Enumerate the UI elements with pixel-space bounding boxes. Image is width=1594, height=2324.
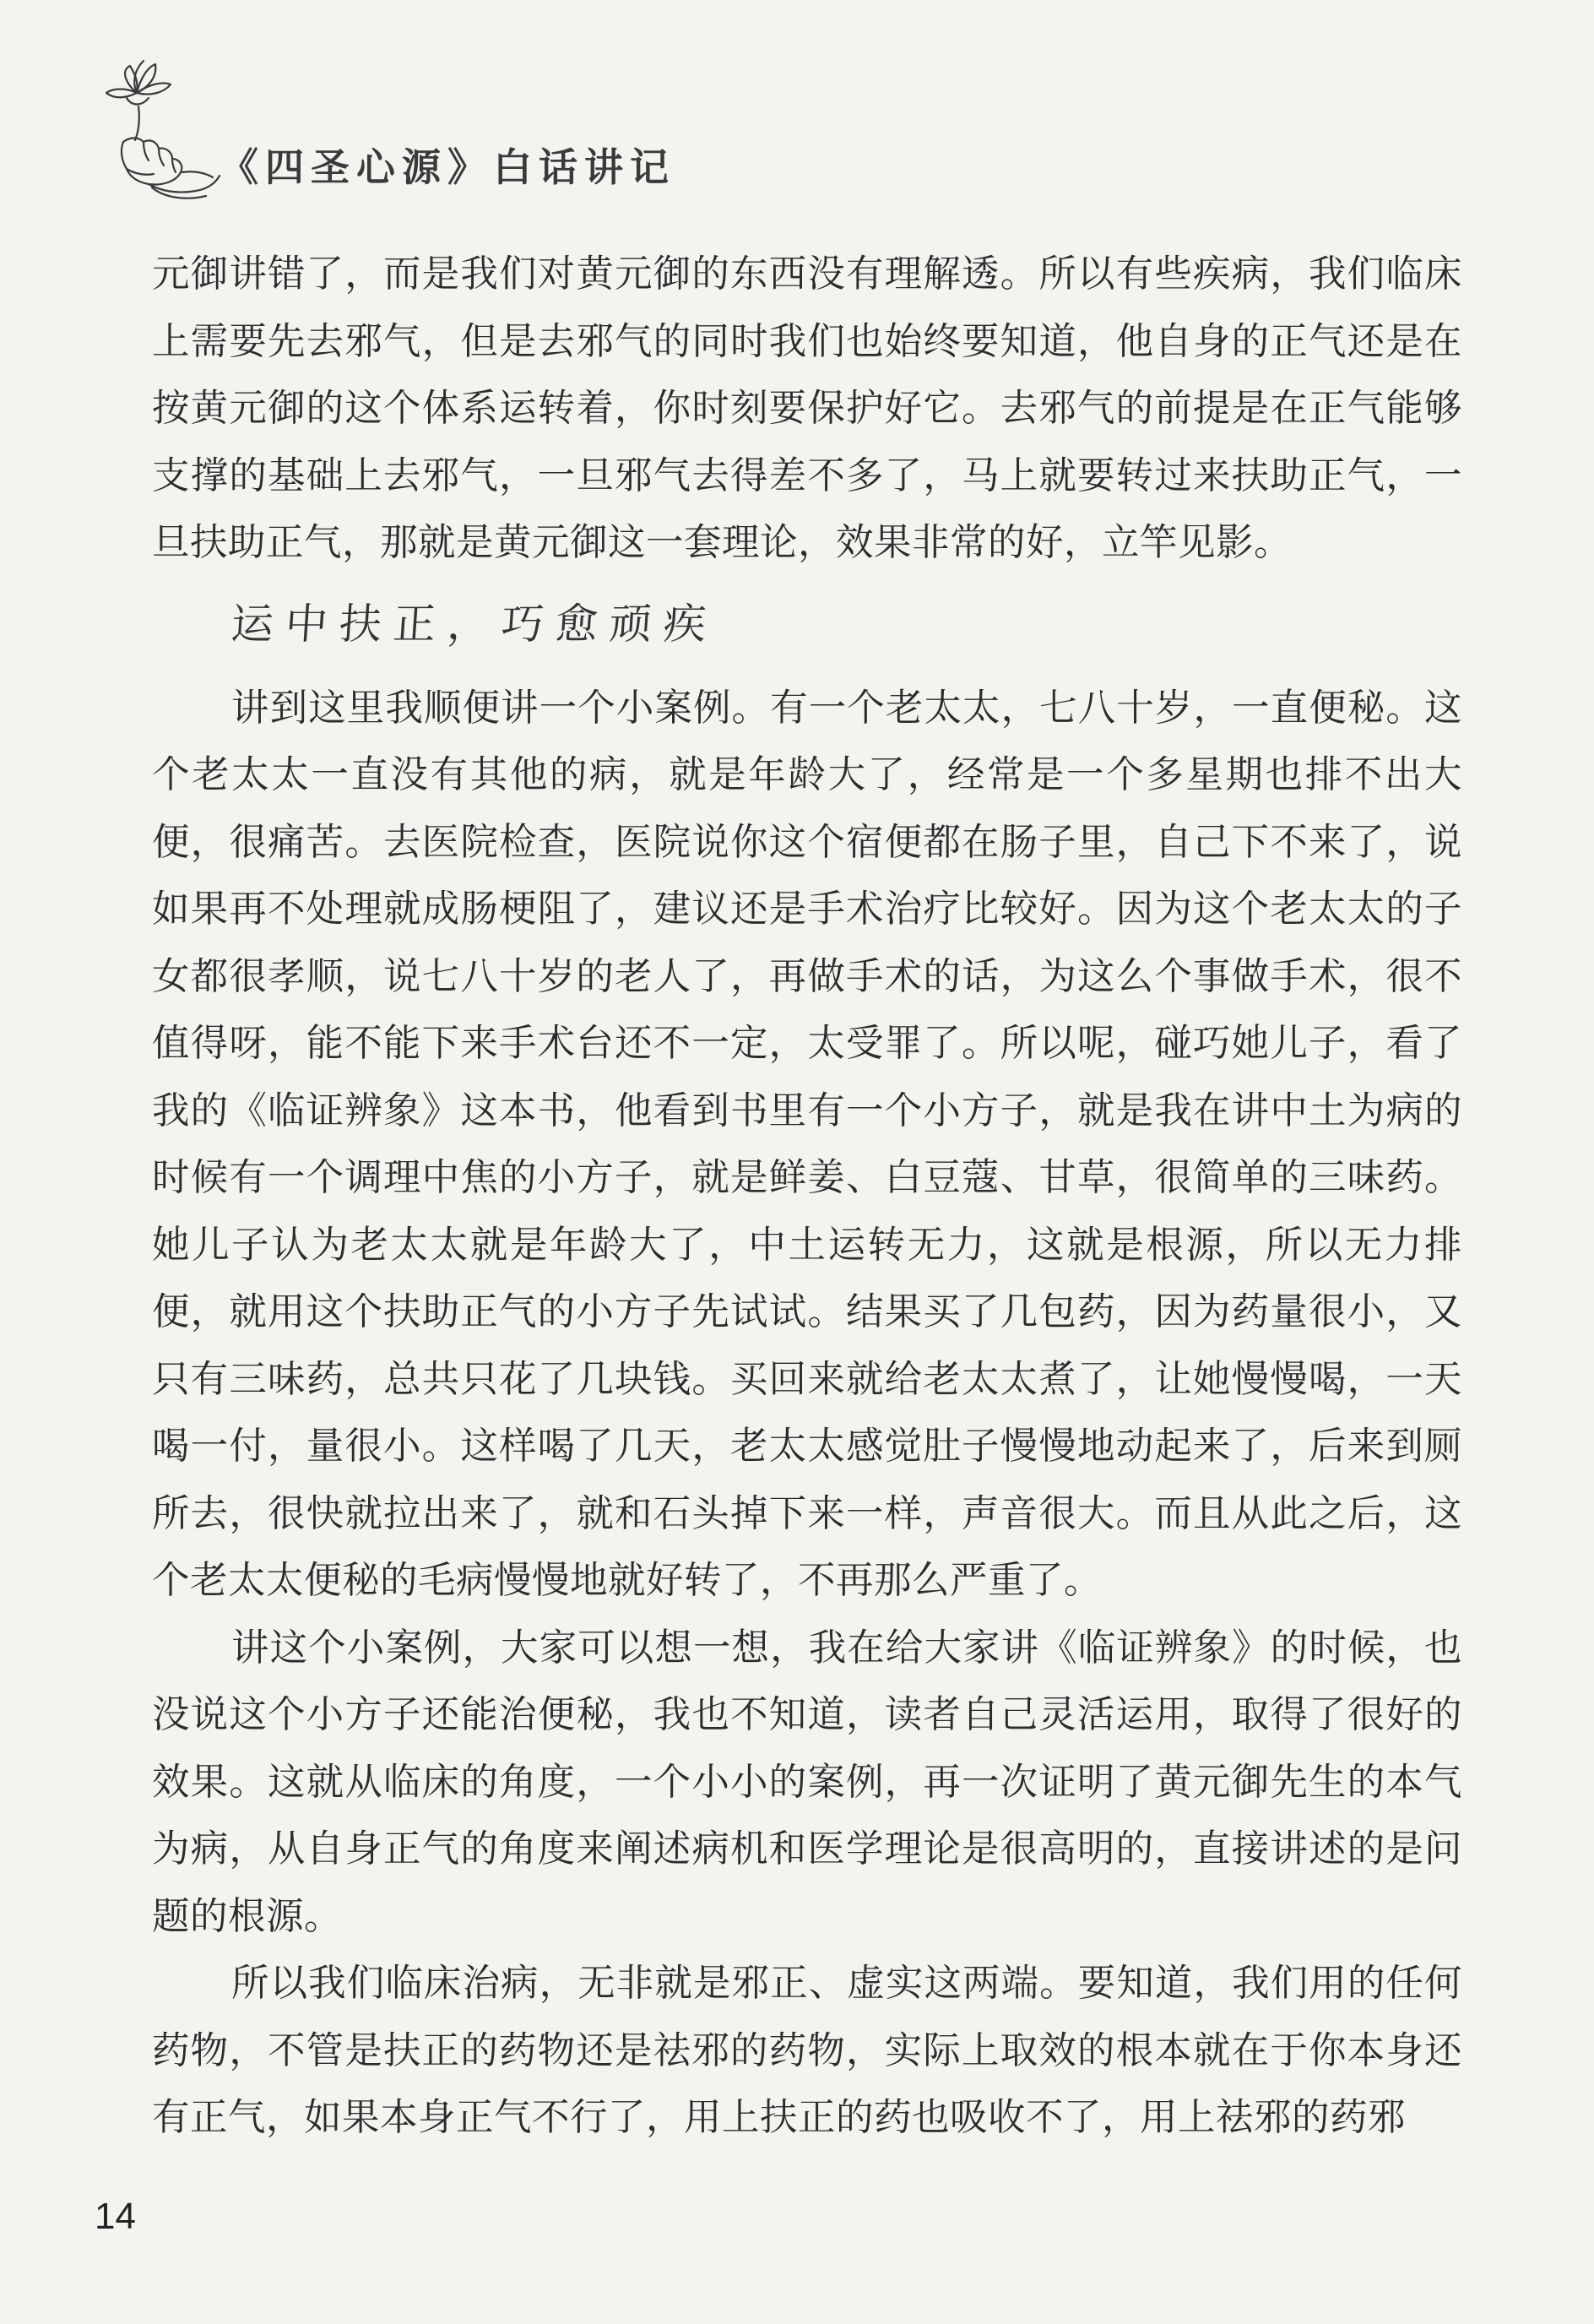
paragraph: 所以我们临床治病，无非就是邪正、虚实这两端。要知道，我们用的任何药物，不管是扶正的药物还是祛邪的药物，实际上取效的根本就在于你本身还有正气，如果本身正气不行了，用上扶正的药也吸收不了，用上祛邪的药邪: [152, 1962, 1462, 2139]
paragraph: 元御讲错了，而是我们对黄元御的东西没有理解透。所以有些疾病，我们临床上需要先去邪气，但是去邪气的同时我们也始终要知道，他自身的正气还是在按黄元御的这个体系运转着，你时刻要保护好它。去邪气的前提是在正气能够支撑的基础上去邪气，一旦邪气去得差不多了，马上就要转过来扶助正气，一旦扶助正气，那就是黄元御这一套理论，效果非常的好，立竿见影。: [152, 252, 1462, 564]
paragraph: 讲到这里我顺便讲一个小案例。有一个老太太，七八十岁，一直便秘。这个老太太一直没有其他的病，就是年龄大了，经常是一个多星期也排不出大便，很痛苦。去医院检查，医院说你这个宿便都在肠子里，自己下不来了，说如果再不处理就成肠梗阻了，建议还是手术治疗比较好。因为这个老太太的子女都很孝顺，说七八十岁的老人了，再做手术的话，为这么个事做手术，很不值得呀，能不能下来手术台还不一定，太受罪了。所以呢，碰巧她儿子，看了我的《临证辨象》这本书，他看到书里有一个小方子，就是我在讲中土为病的时候有一个调理中焦的小方子，就是鲜姜、白豆蔻、甘草，很简单的三味药。她儿子认为老太太就是年龄大了，中土运转无力，这就是根源，所以无力排便，就用这个扶助正气的小方子先试试。结果买了几包药，因为药量很小，又只有三味药，总共只花了几块钱。买回来就给老太太煮了，让她慢慢喝，一天喝一付，量很小。这样喝了几天，老太太感觉肚子慢慢地动起来了，后来到厕所去，很快就拉出来了，就和石头掉下来一样，声音很大。而且从此之后，这个老太太便秘的毛病慢慢地就好转了，不再那么严重了。: [152, 686, 1462, 1602]
page-number: 14: [95, 2196, 136, 2237]
running-title: 《四圣心源》白话讲记: [220, 144, 675, 190]
page-header: [101, 59, 777, 203]
page-body: [152, 241, 1462, 2152]
paragraph: 讲这个小案例，大家可以想一想，我在给大家讲《临证辨象》的时候，也没说这个小方子还能治便秘，我也不知道，读者自己灵活运用，取得了很好的效果。这就从临床的角度，一个小小的案例，再一次证明了黄元御先生的本气为病，从自身正气的角度来阐述病机和医学理论是很高明的，直接讲述的是问题的根源。: [152, 1626, 1462, 1938]
lotus-hand-icon: [101, 59, 228, 203]
section-heading: 运中扶正，巧愈顽疾: [229, 599, 720, 649]
